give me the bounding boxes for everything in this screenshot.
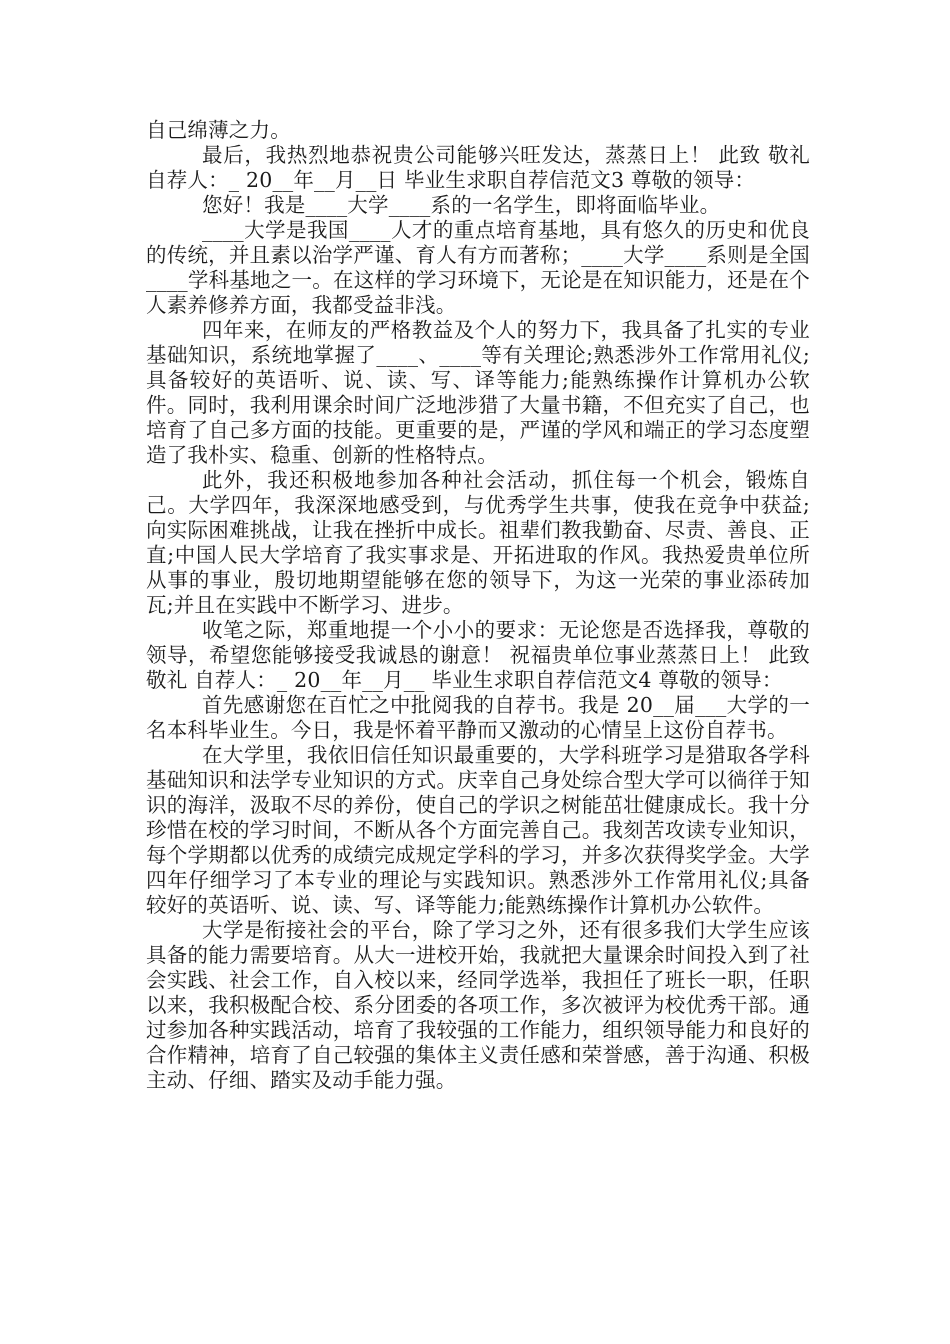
paragraph-10: 大学是衔接社会的平台，除了学习之外，还有很多我们大学生应该具备的能力需要培育。从大一进校开始，我就把大量课余时间投入到了社会实践、社会工作，自入校以来，经同学选举，我担任了班长一职，任职以来，我积极配合校、系分团委的各项工作，多次被评为校优秀干部。通过参加各种实践活动，培育了我较强的工作能力，组织领导能力和良好的合作精神，培育了自己较强的集体主义责任感和荣誉感，善于沟通、积极主动、仔细、踏实及动手能力强。 <box>146 918 810 1092</box>
paragraph-3: 您好！我是____大学____系的一名学生，即将面临毕业。 <box>202 193 721 217</box>
paragraph-7: 收笔之际，郑重地提一个小小的要求：无论您是否选择我，尊敬的领导，希望您能够接受我诚恳的谢意！ 祝福贵单位事业蒸蒸日上！ 此致 敬礼 自荐人：_ 20__年__月__ 毕业生求职自荐信范文4 尊敬的领导： <box>146 618 817 692</box>
paragraph-1: 自己绵薄之力。 <box>146 118 291 142</box>
paragraph-8: 首先感谢您在百忙之中批阅我的自荐书。我是 20__届___大学的一名本科毕业生。今日，我是怀着平静而又激动的心情呈上这份自荐书。 <box>146 693 810 742</box>
paragraph-2: 最后，我热烈地恭祝贵公司能够兴旺发达，蒸蒸日上！ 此致 敬礼 自荐人：_ 20__年__月__日 毕业生求职自荐信范文3 尊敬的领导： <box>146 143 817 192</box>
paragraph-6: 此外，我还积极地参加各种社会活动，抓住每一个机会，锻炼自己。大学四年，我深深地感受到，与优秀学生共事，使我在竞争中获益;向实际困难挑战，让我在挫折中成长。祖辈们教我勤奋、尽责、善良、正直;中国人民大学培育了我实事求是、开拓进取的作风。我热爱贵单位所从事的事业，殷切地期望能够在您的领导下，为这一光荣的事业添砖加瓦;并且在实践中不断学习、进步。 <box>146 468 810 617</box>
paragraph-9: 在大学里，我依旧信任知识最重要的，大学科班学习是猎取各学科基础知识和法学专业知识的方式。庆幸自己身处综合型大学可以徜徉于知识的海洋，汲取不尽的养份，使自己的学识之树能茁壮健康成长。我十分珍惜在校的学习时间，不断从各个方面完善自己。我刻苦攻读专业知识，每个学期都以优秀的成绩完成规定学科的学习，并多次获得奖学金。大学四年仔细学习了本专业的理论与实践知识。熟悉涉外工作常用礼仪;具备较好的英语听、说、读、写、译等能力;能熟练操作计算机办公软件。 <box>146 743 810 917</box>
paragraph-5: 四年来，在师友的严格教益及个人的努力下，我具备了扎实的专业基础知识，系统地掌握了____、____等有关理论;熟悉涉外工作常用礼仪;具备较好的英语听、说、读、写、译等能力;能熟练操作计算机办公软件。同时，我利用课余时间广泛地涉猎了大量书籍，不但充实了自己，也培育了自己多方面的技能。更重要的是，严谨的学风和端正的学习态度塑造了我朴实、稳重、创新的性格特点。 <box>146 318 810 467</box>
document-page <box>146 118 817 1093</box>
paragraph-4: ____大学是我国____人才的重点培育基地，具有悠久的历史和优良的传统，并且素以治学严谨、育人有方而著称；____大学____系则是全国____学科基地之一。在这样的学习环境下，无论是在知识能力，还是在个人素养修养方面，我都受益非浅。 <box>146 218 810 317</box>
